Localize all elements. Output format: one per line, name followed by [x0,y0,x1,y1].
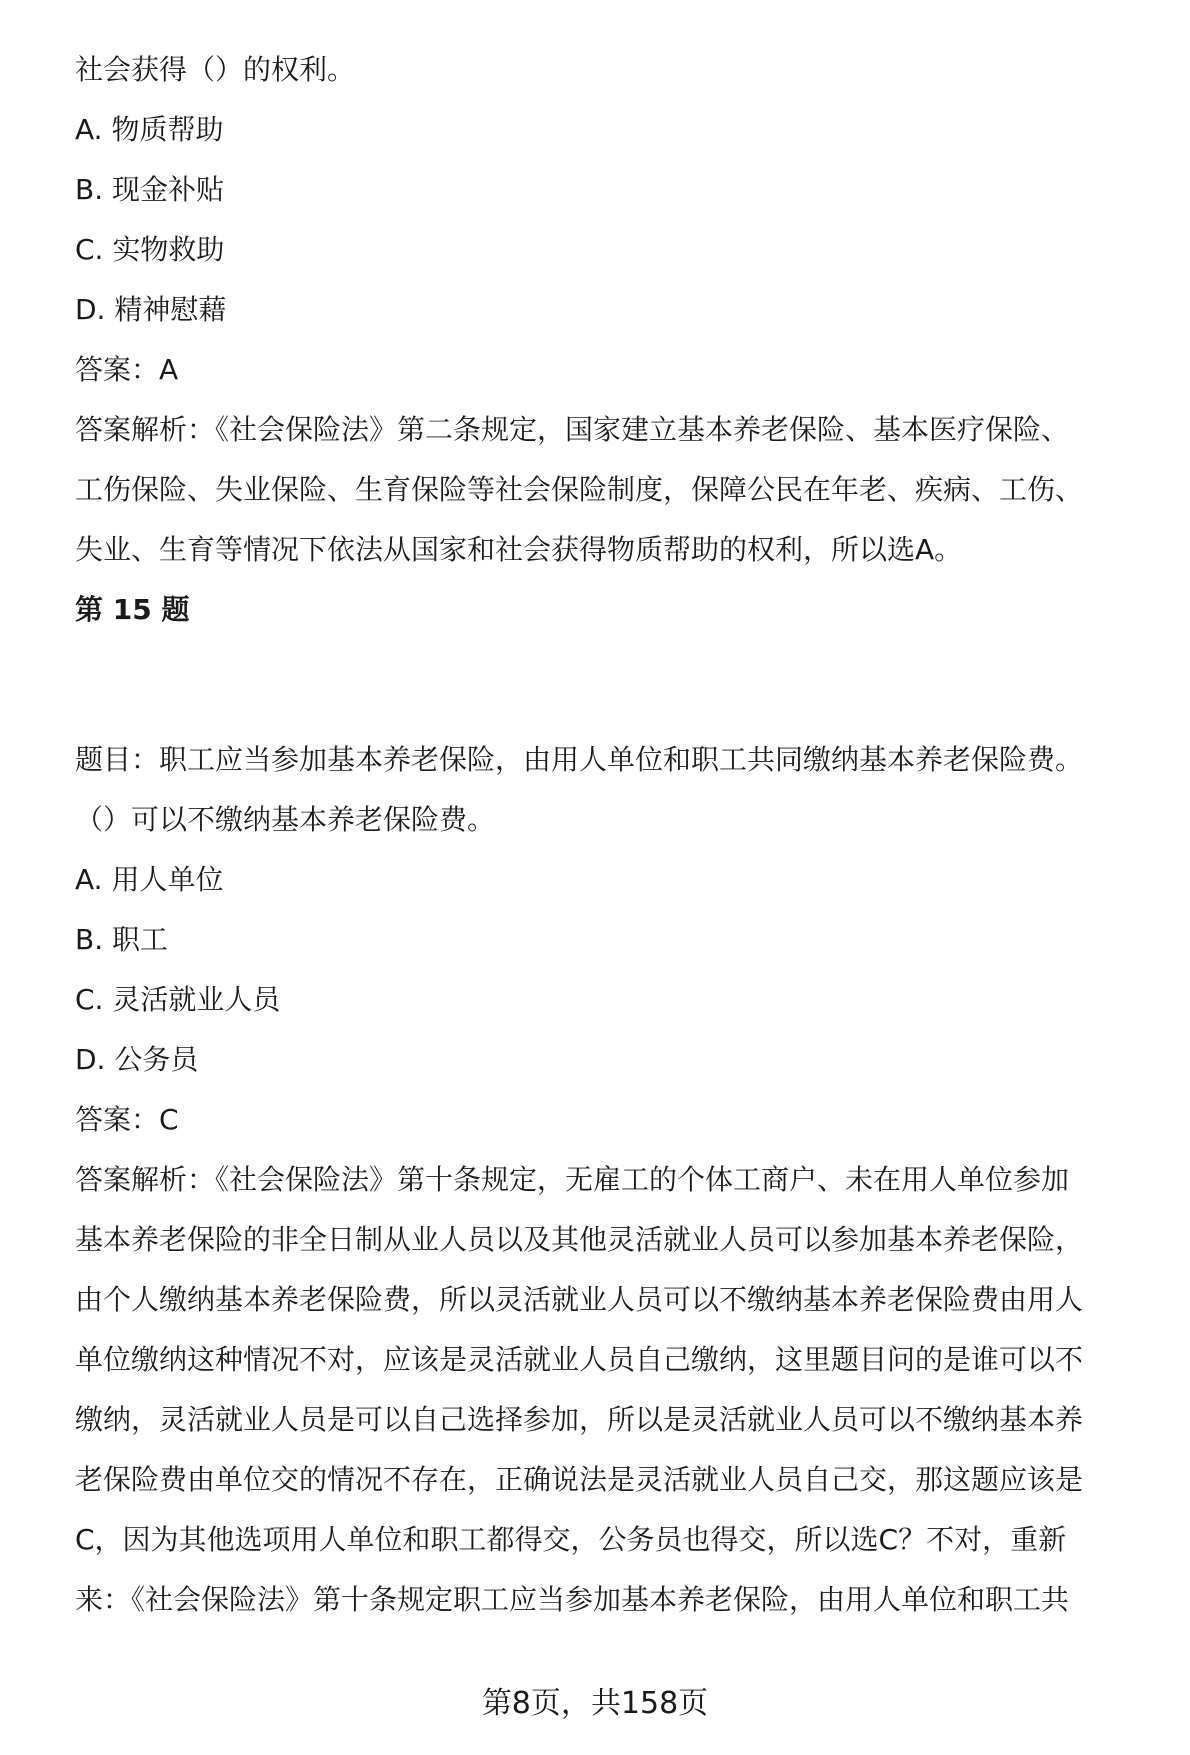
document-page [75,40,1160,1630]
page-number: 第8页，共158页 [481,1686,709,1721]
q14-option-c: C. 实物救助 [75,233,225,266]
q15-analysis-line: C，因为其他选项用人单位和职工都得交，公务员也得交，所以选C？不对，重新 [75,1523,1067,1556]
q15-analysis-line: 由个人缴纳基本养老保险费，所以灵活就业人员可以不缴纳基本养老保险费由用人 [75,1283,1084,1316]
q14-option-b: B. 现金补贴 [75,173,225,206]
q15-analysis-line: 单位缴纳这种情况不对，应该是灵活就业人员自己缴纳，这里题目问的是谁可以不 [75,1343,1084,1376]
q15-option-c: C. 灵活就业人员 [75,983,281,1016]
q15-analysis-line: 缴纳，灵活就业人员是可以自己选择参加，所以是灵活就业人员可以不缴纳基本养 [75,1403,1084,1436]
q15-answer: 答案：C [75,1103,179,1136]
q15-stem-line: （）可以不缴纳基本养老保险费。 [75,803,496,836]
q15-analysis-line: 老保险费由单位交的情况不存在，正确说法是灵活就业人员自己交，那这题应该是 [75,1463,1084,1496]
q14-analysis-line: 工伤保险、失业保险、生育保险等社会保险制度，保障公民在年老、疾病、工伤、 [75,473,1084,506]
q14-stem-tail: 社会获得（）的权利。 [75,53,356,86]
q14-analysis-line: 失业、生育等情况下依法从国家和社会获得物质帮助的权利，所以选A。 [75,533,963,566]
q14-analysis-line: 答案解析：《社会保险法》第二条规定，国家建立基本养老保险、基本医疗保险、 [75,413,1070,446]
q14-option-a: A. 物质帮助 [75,113,224,146]
q15-analysis-line: 答案解析：《社会保险法》第十条规定，无雇工的个体工商户、未在用人单位参加 [75,1163,1070,1196]
q15-option-b: B. 职工 [75,923,169,956]
q15-analysis-line: 基本养老保险的非全日制从业人员以及其他灵活就业人员可以参加基本养老保险， [75,1223,1084,1256]
q15-option-a: A. 用人单位 [75,863,224,896]
q14-option-d: D. 精神慰藉 [75,293,227,326]
q15-stem-line: 题目：职工应当参加基本养老保险，由用人单位和职工共同缴纳基本养老保险费。 [75,743,1084,776]
spacer [75,640,1160,730]
q15-analysis-line: 来：《社会保险法》第十条规定职工应当参加基本养老保险，由用人单位和职工共 [75,1583,1070,1616]
q15-heading: 第 15 题 [75,593,190,626]
q15-option-d: D. 公务员 [75,1043,199,1076]
q14-answer: 答案：A [75,353,179,386]
